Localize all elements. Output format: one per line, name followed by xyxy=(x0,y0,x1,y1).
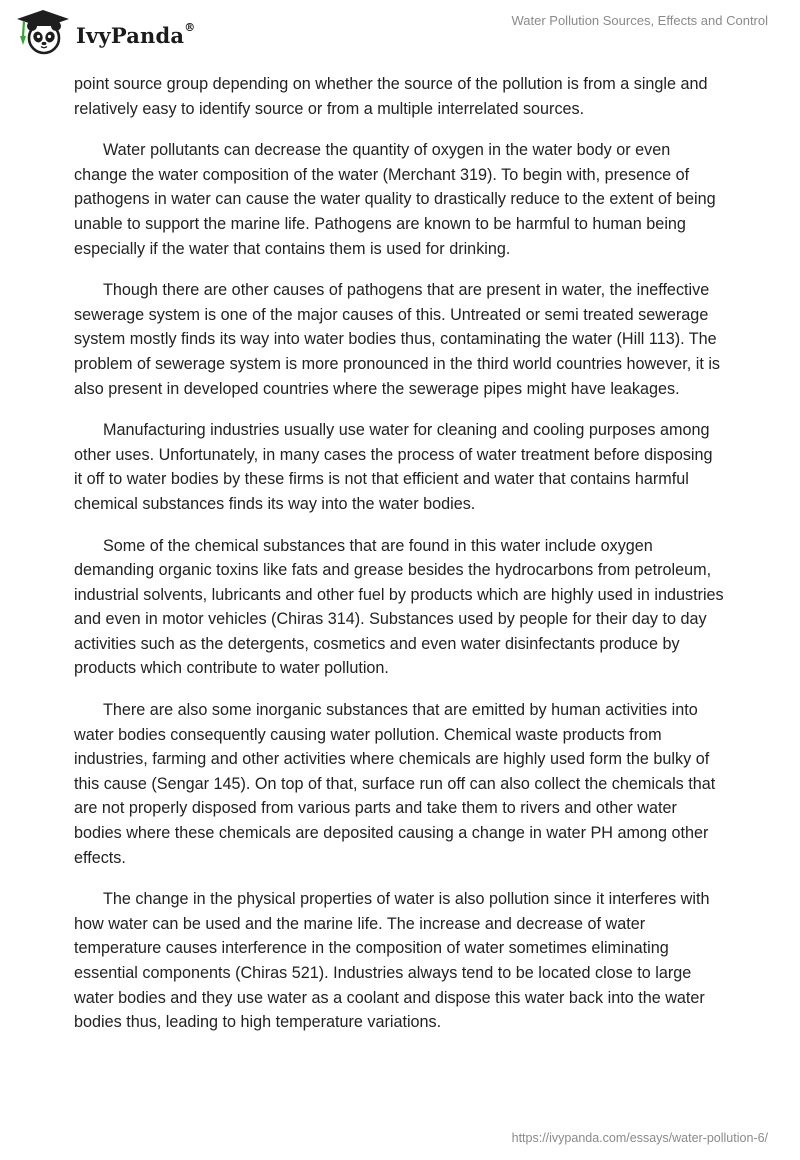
essay-body xyxy=(74,72,724,1052)
paragraph: Though there are other causes of pathogens that are present in water, the ineffective sewerage system is one of the major causes of this. Untreated or semi treated sewerage system mostly finds its way into water bodies thus, contaminating the water (Hill 113). The problem of sewerage system is more pronounced in the third world countries however, it is also present in developed countries where the sewerage pipes might have leakages. xyxy=(74,281,721,398)
page-header xyxy=(0,0,800,62)
ivypanda-logo[interactable] xyxy=(14,8,195,56)
document-title: Water Pollution Sources, Effects and Control xyxy=(511,13,768,28)
paragraph: The change in the physical properties of water is also pollution since it interferes with how water can be used and the marine life. The increase and decrease of water temperature causes interference in the composition of water sometimes eliminating essential components (Chiras 521). Industries always tend to be located close to large water bodies and they use water as a coolant and dispose this water back into the water bodies thus, leading to high temperature variations. xyxy=(74,890,710,1032)
paragraph: point source group depending on whether the source of the pollution is from a single and relatively easy to identify source or from a multiple interrelated sources. xyxy=(74,75,708,118)
paragraph: There are also some inorganic substances that are emitted by human activities into water bodies consequently causing water pollution. Chemical waste products from industries, farming and other activities where chemicals are highly used form the bulky of this cause (Sengar 145). On top of that, surface run off can also collect the chemicals that are not properly disposed from various parts and take them to rivers and other water bodies where these chemicals are deposited causing a change in water PH among other effects. xyxy=(74,701,716,867)
source-url[interactable]: https://ivypanda.com/essays/water-pollution-6/ xyxy=(511,1131,768,1145)
brand-name: IvyPanda® xyxy=(76,20,196,48)
paragraph: Manufacturing industries usually use water for cleaning and cooling purposes among other uses. Unfortunately, in many cases the process of water treatment before disposing it off to water bodies by these firms is not that efficient and water that contains harmful chemical substances finds its way into the water bodies. xyxy=(74,421,713,513)
panda-graduate-icon xyxy=(14,8,72,56)
paragraph: Some of the chemical substances that are found in this water include oxygen demanding organic toxins like fats and grease besides the hydrocarbons from petroleum, industrial solvents, lubricants and other fuel by products which are highly used in industries and even in motor vehicles (Chiras 314). Substances used by people for their day to day activities such as the detergents, cosmetics and even water disinfectants produce by products which contribute to water pollution. xyxy=(74,536,724,678)
paragraph: Water pollutants can decrease the quantity of oxygen in the water body or even change the water composition of the water (Merchant 319). To begin with, presence of pathogens in water can cause the water quality to drastically reduce to the extent of being unable to support the marine life. Pathogens are known to be harmful to human being especially if the water that contains them is used for drinking. xyxy=(74,141,716,258)
registered-mark: ® xyxy=(184,20,196,34)
